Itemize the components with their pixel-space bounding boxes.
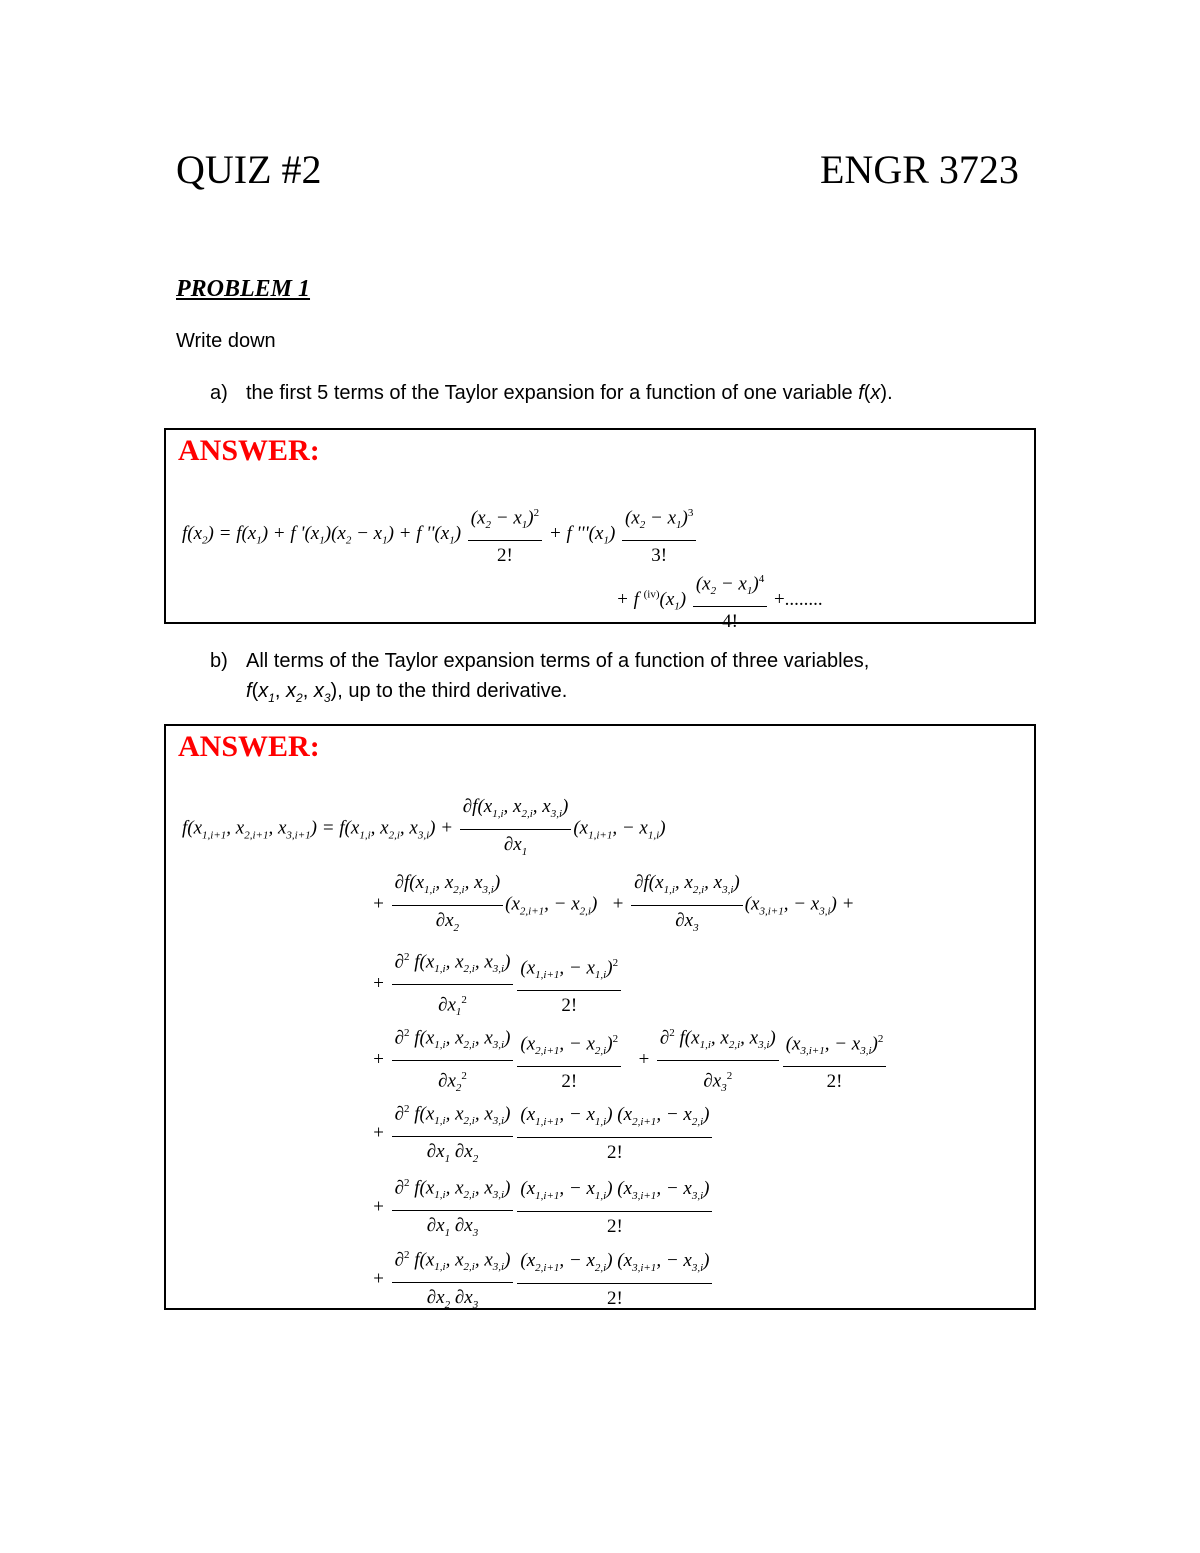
part-b-text-line2: $f(x_1$, $x_2$, $x_3$), up to the third derivative. <box>246 680 568 705</box>
part-a-marker: a) <box>210 382 228 404</box>
answer-label-b: ANSWER: <box>178 730 320 763</box>
taylor-3d-line2: + $\frac{\partial f(x_{1,i}, x_{2,i}, x_{3,i})}{\partial x_2}$ ($x_{2,i+1}$, − $x_{2,i}$) + $\frac{\partial f(x_{1,i}, x_{2,i}, x_{3,i})}{\partial x_3}$ ($x_{3,i+1}$, − $x_{3,i}$) + <box>372 868 854 943</box>
answer-box-a <box>164 428 1036 633</box>
part-b-text-line1: All terms of the Taylor expansion terms of a function of three variables, <box>246 650 870 672</box>
taylor-1d-line2: + f $^{(iv)}(x_1)$ $\frac{(x_2 - x_1)^4}{4!}$ +........ <box>616 564 823 637</box>
taylor-3d-line6: + $\frac{\partial^2 f(x_{1,i}, x_{2,i}, x_{3,i})}{\partial x_1 \partial x_3}$ $\frac{(x_{1,i+1}, - x_{1,i}) (x_{3,i+1}, - x_{3,i})}{2!}$ <box>372 1168 714 1248</box>
part-b-marker: b) <box>210 650 228 672</box>
answer-label-a: ANSWER: <box>178 434 320 467</box>
problem-intro: Write down <box>176 330 276 352</box>
answer-box-b <box>164 724 1036 1310</box>
course-code: ENGR 3723 <box>820 147 1019 192</box>
part-a-text: the first 5 terms of the Taylor expansion for a function of one variable f(x). <box>246 382 893 404</box>
taylor-3d-line3: + $\frac{\partial^2 f(x_{1,i}, x_{2,i}, x_{3,i})}{\partial x_1^2}$ $\frac{(x_{1,i+1}, - x_{1,i})^2}{2!}$ <box>372 942 623 1027</box>
taylor-1d-line1: $f(x_2) = f(x_1) + f$ '$(x_1)(x_2 - x_1) + f$ ''$(x_1)$ $\frac{(x_2 - x_1)^2}{2!}$ + f '''$(x_1)$ $\frac{(x_2 - x_1)^3}{3!}$ <box>182 498 698 571</box>
taylor-3d-line4: + $\frac{\partial^2 f(x_{1,i}, x_{2,i}, x_{3,i})}{\partial x_2^2}$ $\frac{(x_{2,i+1}, - x_{2,i})^2}{2!}$ + $\frac{\partial^2 f(x_{1,i}, x_{2,i}, x_{3,i})}{\partial x_3^2}$ $\frac{(x_{3,i+1}, - x_{3,i})^2}{2!}$ <box>372 1018 888 1103</box>
taylor-3d-line1: $f(x_{1,i+1}$, $x_{2,i+1}$, $x_{3,i+1}) = f(x_{1,i}$, $x_{2,i}$, $x_{3,i}$) + $\frac{\partial f(x_{1,i}, x_{2,i}, x_{3,i})}{\partial x_1}$ ($x_{1,i+1}$, − $x_{1,i}$) <box>182 792 666 867</box>
problem-heading: PROBLEM 1 <box>176 276 311 302</box>
quiz-title: QUIZ #2 <box>176 147 322 192</box>
taylor-3d-line7: + $\frac{\partial^2 f(x_{1,i}, x_{2,i}, x_{3,i})}{\partial x_2 \partial x_3}$ $\frac{(x_{2,i+1}, - x_{2,i}) (x_{3,i+1}, - x_{3,i})}{2!}$ <box>372 1240 714 1320</box>
taylor-3d-line5: + $\frac{\partial^2 f(x_{1,i}, x_{2,i}, x_{3,i})}{\partial x_1 \partial x_2}$ $\frac{(x_{1,i+1}, - x_{1,i}) (x_{2,i+1}, - x_{2,i})}{2!}$ <box>372 1094 714 1174</box>
